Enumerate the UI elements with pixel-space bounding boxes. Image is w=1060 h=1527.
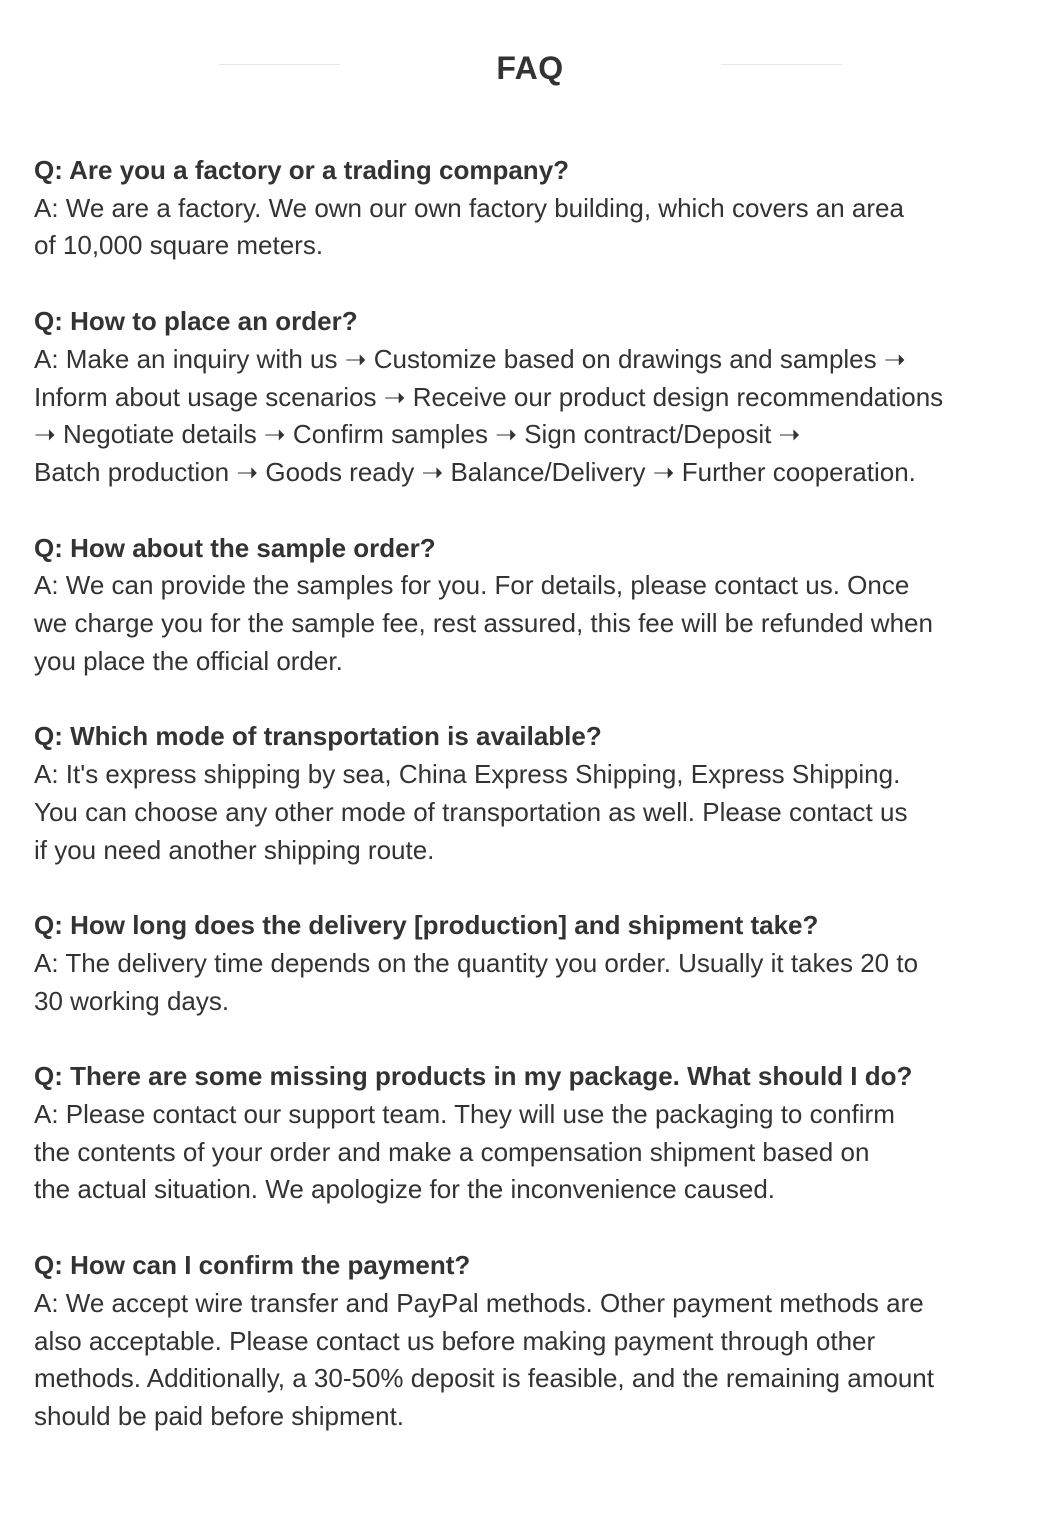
faq-answer-line: of 10,000 square meters. [34,230,324,261]
faq-question: Q: There are some missing products in my package. What should I do? [34,1061,913,1092]
faq-answer-line: ➝ Negotiate details ➝ Confirm samples ➝ Sign contract/Deposit ➝ [34,419,801,450]
faq-question: Q: Which mode of transportation is available? [34,721,602,752]
faq-answer-line: A: The delivery time depends on the quantity you order. Usually it takes 20 to [34,947,919,978]
faq-item-factory [34,152,1044,265]
faq-answer-line: Batch production ➝ Goods ready ➝ Balance/Delivery ➝ Further cooperation. [34,456,916,487]
faq-question: Q: Are you a factory or a trading company? [34,155,570,185]
faq-question: Q: How long does the delivery [production] and shipment take? [34,910,819,941]
faq-question: Q: How can I confirm the payment? [34,1250,471,1281]
faq-list [34,152,1044,1474]
faq-answer-line: you place the official order. [34,645,343,676]
faq-question: Q: How to place an order? [34,306,358,337]
faq-header [0,0,1060,140]
faq-answer-line: should be paid before shipment. [34,1400,405,1431]
faq-item-missing-products [34,1058,1044,1209]
faq-answer [34,341,1044,492]
faq-item-sample-order [34,530,1044,681]
faq-answer [34,1285,1044,1436]
page-title: FAQ [496,50,564,86]
faq-answer-line: A: It's express shipping by sea, China Express Shipping, Express Shipping. [34,759,901,790]
faq-answer-line: the actual situation. We apologize for the inconvenience caused. [34,1174,775,1205]
header-divider-right [721,64,842,65]
faq-item-delivery-time [34,907,1044,1020]
faq-item-transportation [34,718,1044,869]
faq-item-place-order [34,303,1044,492]
faq-answer-line: the contents of your order and make a compensation shipment based on [34,1136,870,1167]
faq-question: Q: How about the sample order? [34,532,436,563]
faq-answer-line: A: We can provide the samples for you. For details, please contact us. Once [34,570,910,601]
faq-answer [34,190,1044,265]
faq-answer-line: methods. Additionally, a 30-50% deposit is feasible, and the remaining amount [34,1363,934,1394]
faq-item-payment [34,1247,1044,1436]
faq-answer-line: You can choose any other mode of transportation as well. Please contact us [34,796,908,827]
faq-answer [34,567,1044,680]
faq-answer-line: if you need another shipping route. [34,834,435,865]
faq-answer-line: Inform about usage scenarios ➝ Receive our product design recommendations [34,381,944,412]
faq-answer-line: we charge you for the sample fee, rest assured, this fee will be refunded when [34,608,933,639]
faq-answer [34,756,1044,869]
faq-answer-line: A: Please contact our support team. They will use the packaging to confirm [34,1099,895,1130]
faq-answer [34,945,1044,1020]
faq-answer [34,1096,1044,1209]
faq-answer-line: A: Make an inquiry with us ➝ Customize based on drawings and samples ➝ [34,343,906,374]
faq-answer-line: also acceptable. Please contact us before making payment through other [34,1325,876,1356]
faq-answer-line: 30 working days. [34,985,230,1016]
faq-answer-line: A: We are a factory. We own our own factory building, which covers an area [34,192,904,223]
faq-answer-line: A: We accept wire transfer and PayPal methods. Other payment methods are [34,1287,924,1318]
